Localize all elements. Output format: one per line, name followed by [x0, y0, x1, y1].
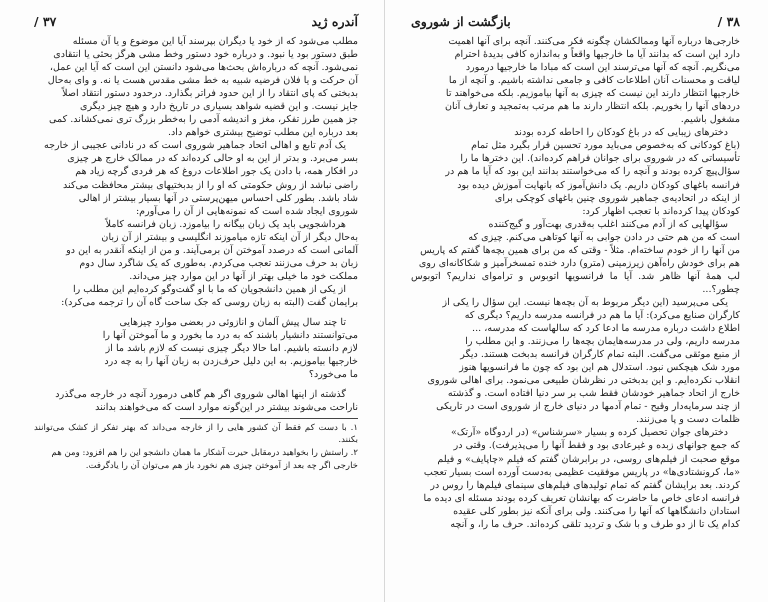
text-line: از یکی از همین دانشجویان که ما با او گفت‌وگو کرده‌ایم این مطلب را	[72, 283, 346, 295]
text-line: طبق دستور بود یا نبود. و درباره خود دستور وخط مشی هرگز بحثی یا انتقادی	[53, 49, 358, 61]
text-line: خارجی‌ها درباره آنها وممالکشان چگونه فکر می‌کنند. آنچه برای آنها اهمیت	[448, 36, 740, 47]
text-line: دخترهای جوان تحصیل کرده و بسیار «سرشناس» (در اردوگاه «آرتک»	[450, 427, 728, 439]
text-line: تا چند سال پیش آلمان و انازوئی در بعضی موارد چیزهایی	[119, 316, 346, 328]
text-line: است که من هم حتی در دادن جوابی به آنها کوتاهی می‌کنم. چیزی که	[468, 231, 740, 243]
left-page-body	[34, 35, 358, 414]
text-line: سؤالهایی که از آدم می‌کنند اغلب به‌قدری بهت‌آور و گیج‌کننده	[488, 218, 728, 230]
text-line: جز همین طرز تفکر، مغز و اندیشه آدمی را به‌خطر بزرگ تری نمی‌کشاند. کمی	[49, 114, 358, 126]
text-line: مشغول باشیم.	[680, 114, 740, 126]
left-page-header	[34, 14, 358, 32]
text-line: کردند. بعد برایشان گفتم که تمام تولیدهای فیلم‌های سینمای فیلم‌ها را روس در	[430, 479, 740, 491]
text-line: شاد باشد. بطور کلی احساس میهن‌پرستی در آنها بسیار بیشتر از اهالی	[78, 192, 358, 204]
running-head: آندره ژید	[311, 14, 358, 29]
text-line: بعد درباره این مطلب توضیح بیشتری خواهم داد.	[167, 127, 358, 139]
page-number: ۳۸ /	[717, 14, 740, 29]
footnote: ۱. با دست کم فقط آن کشور هایی را از خارجه می‌داند که بهتر تفکر از کشک می‌توانند بکنند.	[34, 423, 358, 445]
text-line: می‌توانستند دانشیار باشند که به درد ما بخورد و ما آموختن آنها را	[102, 330, 358, 342]
text-line: «ما، کرونشتادی‌ها» در پاریس موفقیت عظیمی به‌دست آورده است بسیار تعجب	[423, 466, 740, 478]
text-line: فرانسه باغهای کودکان داریم. یک دانش‌آموز که بانهایت آموزش دیده بود	[457, 179, 740, 191]
right-page-header	[411, 14, 740, 32]
text-line: لیاقت و محسنات آنان اطلاعات کافی و جامعی نداشته باشیم. و آنچه از ما	[448, 75, 740, 87]
text-line: تأسیساتی که در شوروی برای جوانان فراهم کرده‌اند). این دخترها ما را	[460, 153, 740, 165]
text-line: لب همهٔ آنها ظاهر شد. آیا ما فرانسویها اتوبوس و تراموای نداریم؟ اتوبوس چطور؟...	[411, 270, 740, 295]
text-line: آن حرکت و یا فلان فرضیه شبیه به خط مشی مقدس هست یا نه. و وای به‌حال	[47, 75, 358, 87]
text-line: به‌حال دیگر از آن اینکه تازه میاموزند انگلیسی و بیشتر از آن زبان	[101, 231, 358, 243]
text-line: راضی نباشد از روش حکومتی که او را از بدبختیهای بیشتر محافظت می‌کند	[63, 179, 358, 191]
text-line: من آنها را از خودم ساخته‌ام. مثلاً - وقتی که من برای همین بچه‌ها گفتم که پاریس	[420, 244, 740, 256]
text-line: دخترهای زیبایی که در باغ کودکان را احاطه کرده بودند	[514, 127, 728, 139]
text-line: ناراحت می‌شوند بیشتر در این‌گونه موارد است که می‌خواهند بدانند	[95, 402, 358, 414]
text-line: که جمع جوانهای زبده و غیرعادی بود و فقط آنها را می‌پذیرفت). وقتی در	[453, 440, 740, 452]
footnotes	[34, 423, 358, 472]
text-line: کودکان پیدا کرده‌اند با تعجب اظهار کرد:	[582, 205, 740, 217]
text-line: ظلمات دست و پا می‌زنند.	[636, 414, 740, 426]
text-line: خارجیها بیاموزیم. به این دلیل حرف‌زدن به زبان آنها را به چه درد	[104, 356, 358, 368]
paragraph-gap	[34, 381, 358, 388]
text-line: هم برای خودش راه‌آهن زیرزمینی (مترو) دارد خنده تمسخرآمیز و شکاکانه‌ای روی	[418, 257, 740, 269]
text-line: استادان دانشگاهها که آنها را می‌کنند. ولی برای آنکه نیز بطور کلی عقیده	[453, 505, 740, 517]
text-line: کارگران صنایع می‌کرد): آیا ما هم در فرانسه مدرسه داریم؟ دیگری که	[464, 309, 740, 321]
text-line: گذشته از اینها اهالی شوروی اگر هم گاهی درمورد آنچه در خارجه می‌گذرد	[55, 389, 346, 401]
running-head: بازگشت از شوروی	[411, 14, 511, 29]
text-line: می‌نگریم. آنچه که آنها می‌ترسند این است که مبادا ما خارجیها درمورد	[465, 62, 740, 74]
right-page	[384, 0, 768, 602]
text-line: هرداشجویی باید یک زبان بیگانه را بیاموزد. زبان فرانسه کاملاً	[105, 218, 346, 230]
text-line: یکی می‌پرسید (این دیگر مربوط به آن بچه‌ها نیست. این سؤال را یکی از	[442, 296, 728, 308]
text-line: زبان بد حرف می‌زنند تعجب می‌کردم. به‌طوری که یک شاگرد سال دوم	[79, 257, 358, 269]
text-line: آلمانی است که درصدد آموختن آن برمی‌آیند. و من از اینکه آنقدر به این دو	[66, 244, 358, 256]
text-line: جایز نیست. و این قضیه شواهد بسیاری در تاریخ دارد و هیچ چیز دیگری	[80, 101, 358, 113]
text-line: فرانسه ادعای خاص ما حاضرت که بهانشان تعریف کرده بودند مسئله ای دیده ما	[423, 492, 740, 504]
text-line: از چند سرمایه‌دار وقیح - تمام آدمها در دنیای خارج از شوروی است در تاریکی	[436, 401, 740, 413]
text-line: برایمان گفت (البته به زبان روسی که جک ساحت گاه آن را ترجمه می‌کرد):	[61, 296, 358, 308]
text-line: نمی‌شود. آنچه که درباره‌اش بحث‌ها می‌شود دانستن این است که آیا این عمل،	[49, 62, 358, 74]
text-line: از منبع موثقی می‌گفت. البته تمام کارگران فرانسه بدبخت هستند. دیگر	[460, 349, 740, 361]
footnote: ۲. راستش را بخواهید درمقابل حیرت آشکار ما همان دانشجو این را هم افزود: ومن هم	[51, 447, 358, 458]
page-number: ۳۷ /	[34, 14, 57, 29]
footnote-divider	[180, 418, 358, 419]
text-line: مملکت خود ما خیلی بهتر از آنها در این موارد چیز می‌داند.	[129, 270, 358, 282]
text-line: دردهای آنها را بخوریم. بلکه انتظار دارند ما هم مرتب به‌تمجید و تعارف آنان	[445, 101, 740, 113]
text-line: شوروی ایجاد شده است که نمونه‌هایی از آن را می‌آورم:	[135, 205, 358, 217]
text-line: از اینکه در اتحادیه‌ی جماهیر شوروی چنین باغهای کوچکی برای	[494, 192, 740, 204]
text-line: موقع صحبت از فیلم‌های روسی، در برابرشان گفتم که فیلم «چاپایف» و فیلم	[437, 453, 740, 465]
text-line: ما می‌خورد؟	[308, 369, 358, 381]
text-line: انقلاب نکرده‌ایم. و این بدبختی در نظرشان طبیعی می‌نمود. برای اهالی شوروی	[427, 375, 740, 387]
text-line: مدرسه داریم، ولی در مدرسه‌هایمان بچه‌ها را می‌زنند. و این مطلب را	[465, 336, 740, 348]
text-line: خارج از اتحاد جماهیر خودشان فقط شب بر سر دنیا افتاده است. و گذشته	[447, 388, 740, 400]
text-line: سؤال‌پیچ کرده بودند و آنچه را که می‌خواستند بدانند این بود که آیا ما هم در	[445, 166, 740, 178]
right-page-body	[411, 35, 740, 531]
text-line: مورد شک هیچکس نبود. استدلال هم این بود که چون ما فرانسویها هنوز	[459, 362, 740, 374]
text-line: بدبختی که پای انتقاد را از این حدود فراتر بگذارد. درحدود دستور انتقاد اصلاً	[62, 88, 358, 100]
text-line: بسر می‌برد. و بدتر از این به او حالی کرده‌اند که در ممالک خارج هر چیزی	[67, 153, 358, 165]
text-line: (باغ کودکانی که به‌خصوص می‌باید مورد تحسین قرار بگیرد مثل تمام	[471, 140, 740, 152]
text-line: خارجیها انتظار دارند این نیست که چیزی به آنها بیاموزیم. بلکه می‌خواهند تا	[445, 88, 740, 100]
text-line: لازم دانسته باشیم. اما حالا دیگر چیزی نیست که لازم باشد ما از	[105, 343, 358, 355]
text-line: کدام یک تا از دو طرف و با شک و تردید تلقی کرده‌اند. حرف ما را، و آنچه	[450, 518, 740, 530]
text-line: اطلاع داشت درباره مدرسه ما ادعا کرد که سالهاست که مدرسه، ...	[472, 323, 740, 335]
text-line: یک آدم تابع و اهالی اتحاد جماهیر شوروی است که در نادانی عجیبی از خارجه	[43, 140, 346, 152]
text-line: مطلب می‌شود که از خود یا دیگران بپرسند آیا این موضوع و یا آن مسئله	[72, 36, 358, 47]
text-line: در افکار همه، با دادن یک جور اطلاعات دروغ که هر فردی گرچه زیاد هم	[75, 166, 358, 178]
footnote: خارجی اگر چه بعد از آموختن چیزی هم نخورد باز هم می‌توان آن را یادگرفت.	[85, 460, 358, 471]
text-line: دارد این است که بدانند آیا ما خارجیها واقعاً و به‌اندازه کافی بدیدهٔ احترام	[454, 49, 740, 61]
paragraph-gap	[34, 309, 358, 316]
